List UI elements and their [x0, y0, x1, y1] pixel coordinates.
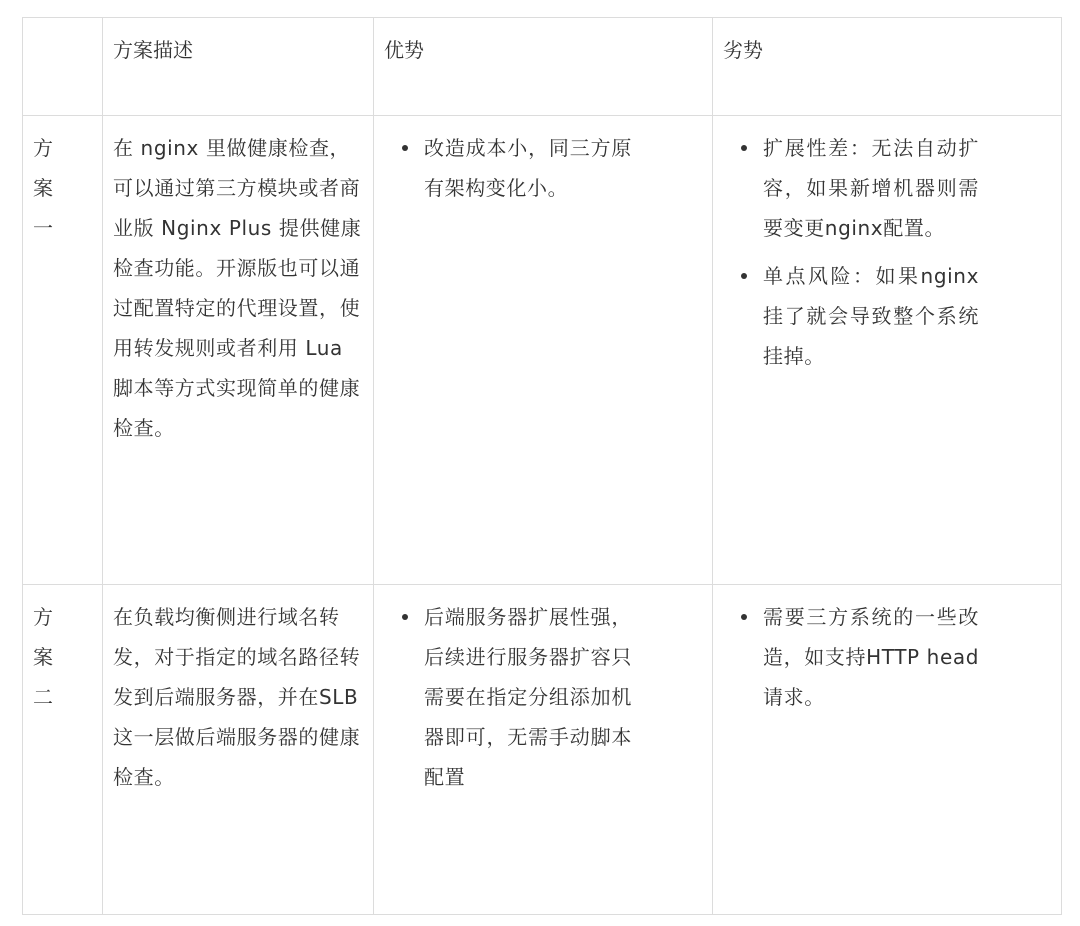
list-item: [424, 128, 632, 208]
header-disadvantages: 劣势: [713, 18, 1062, 116]
table-row-plan-2: [23, 585, 1062, 915]
list-item-text: 扩展性差：无法自动扩容，如果新增机器则需要变更nginx配置。: [763, 136, 979, 240]
row-description: 在 nginx 里做健康检查，可以通过第三方模块或者商业版 Nginx Plus 提供健康检查功能。开源版也可以通过配置特定的代理设置，使用转发规则或者利用 Lua 脚本等方式实现简单的健康检查。: [103, 116, 374, 585]
header-description: 方案描述: [103, 18, 374, 116]
header-empty-cell: [23, 18, 103, 116]
list-item-text: 改造成本小，同三方原有架构变化小。: [424, 136, 632, 200]
advantages-list: [384, 128, 702, 208]
row-disadvantages: [713, 585, 1062, 915]
row-description: 在负载均衡侧进行域名转发，对于指定的域名路径转发到后端服务器，并在SLB这一层做后端服务器的健康检查。: [103, 585, 374, 915]
list-item-text: 后端服务器扩展性强，后续进行服务器扩容只需要在指定分组添加机器即可，无需手动脚本配置: [424, 605, 632, 789]
row-label: 方案二: [23, 585, 103, 915]
table-header-row: [23, 18, 1062, 116]
list-item-text: 单点风险：如果nginx挂了就会导致整个系统挂掉。: [763, 264, 979, 368]
bullet-dot-icon: [741, 614, 747, 620]
disadvantages-list: [723, 597, 1051, 717]
list-item: [763, 128, 979, 248]
bullet-dot-icon: [402, 145, 408, 151]
bullet-dot-icon: [741, 273, 747, 279]
bullet-dot-icon: [741, 145, 747, 151]
row-advantages: [374, 116, 713, 585]
row-label: 方案一: [23, 116, 103, 585]
row-advantages: [374, 585, 713, 915]
bullet-dot-icon: [402, 614, 408, 620]
comparison-table: [22, 17, 1062, 915]
list-item: [763, 256, 979, 376]
list-item: [763, 597, 979, 717]
row-disadvantages: [713, 116, 1062, 585]
table-row-plan-1: [23, 116, 1062, 585]
list-item: [424, 597, 632, 797]
advantages-list: [384, 597, 702, 797]
list-item-text: 需要三方系统的一些改造，如支持HTTP head请求。: [763, 605, 979, 709]
header-advantages: 优势: [374, 18, 713, 116]
disadvantages-list: [723, 128, 1051, 376]
